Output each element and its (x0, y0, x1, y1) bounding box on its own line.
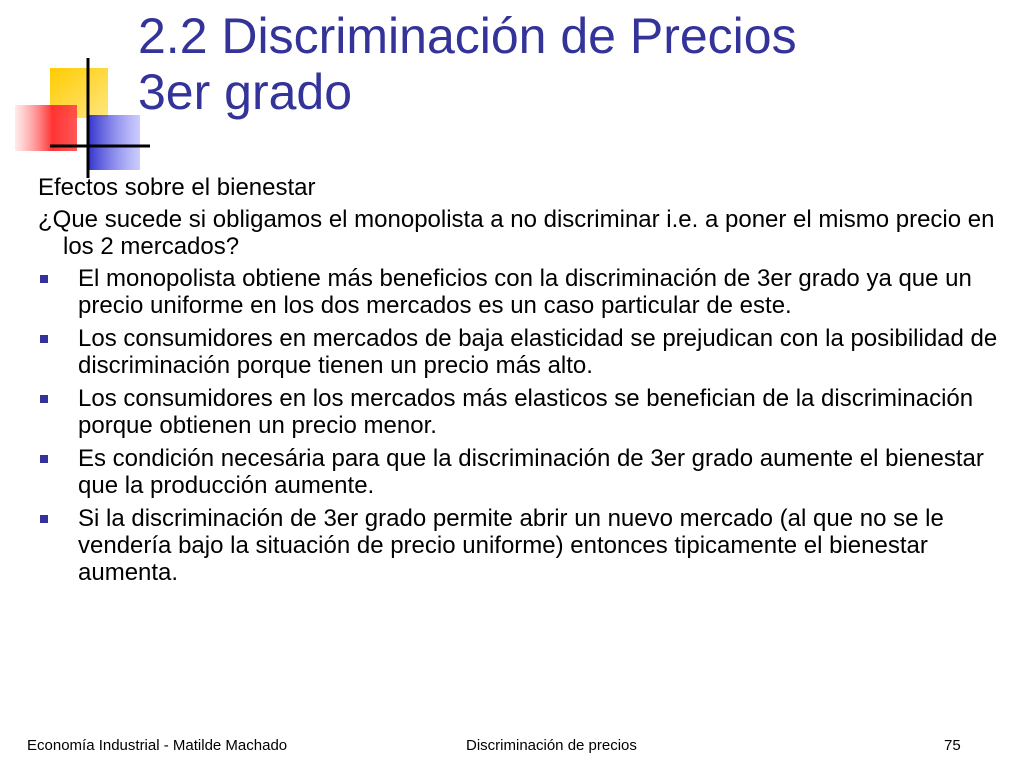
square-bullet-icon (40, 455, 48, 463)
bullet-text: Es condición necesária para que la discriminación de 3er grado aumente el bienestar que la producción aumente. (78, 445, 984, 499)
bullet-list (38, 265, 998, 586)
footer-topic: Discriminación de precios (466, 737, 637, 754)
logo-blue-square (88, 115, 140, 170)
square-bullet-icon (40, 515, 48, 523)
bullet-item (38, 505, 998, 586)
footer-course-author: Economía Industrial - Matilde Machado (27, 737, 288, 754)
bullet-item (38, 445, 998, 499)
slide-title (138, 8, 998, 120)
bullet-item (38, 385, 998, 439)
bullet-text: Los consumidores en mercados de baja elasticidad se prejudican con la posibilidad de discriminación porque tienen un precio más alto. (78, 325, 998, 379)
bullet-item (38, 325, 998, 379)
logo-red-square (15, 105, 77, 151)
slide-logo-graphic (0, 0, 150, 180)
square-bullet-icon (40, 275, 48, 283)
footer-page-number: 75 (944, 737, 961, 754)
slide-footer (0, 736, 1024, 756)
square-bullet-icon (40, 395, 48, 403)
bullet-text: Los consumidores en los mercados más elasticos se benefician de la discriminación porque obtienen un precio menor. (78, 385, 974, 439)
slide-title-line-2: 3er grado (138, 64, 353, 120)
bullet-item (38, 265, 998, 319)
square-bullet-icon (40, 335, 48, 343)
intro-heading: Efectos sobre el bienestar (38, 174, 316, 201)
slide-title-line-1: 2.2 Discriminación de Precios (138, 8, 797, 64)
intro-question: ¿Que sucede si obligamos el monopolista a no discriminar i.e. a poner el mismo precio en los 2 mercados? (38, 206, 995, 260)
bullet-text: El monopolista obtiene más beneficios con la discriminación de 3er grado ya que un precio uniforme en los dos mercados es un caso particular de este. (78, 265, 972, 319)
bullet-text: Si la discriminación de 3er grado permite abrir un nuevo mercado (al que no se le vendería bajo la situación de precio uniforme) entonces tipicamente el bienestar aumenta. (78, 505, 944, 586)
slide-body (38, 174, 998, 592)
